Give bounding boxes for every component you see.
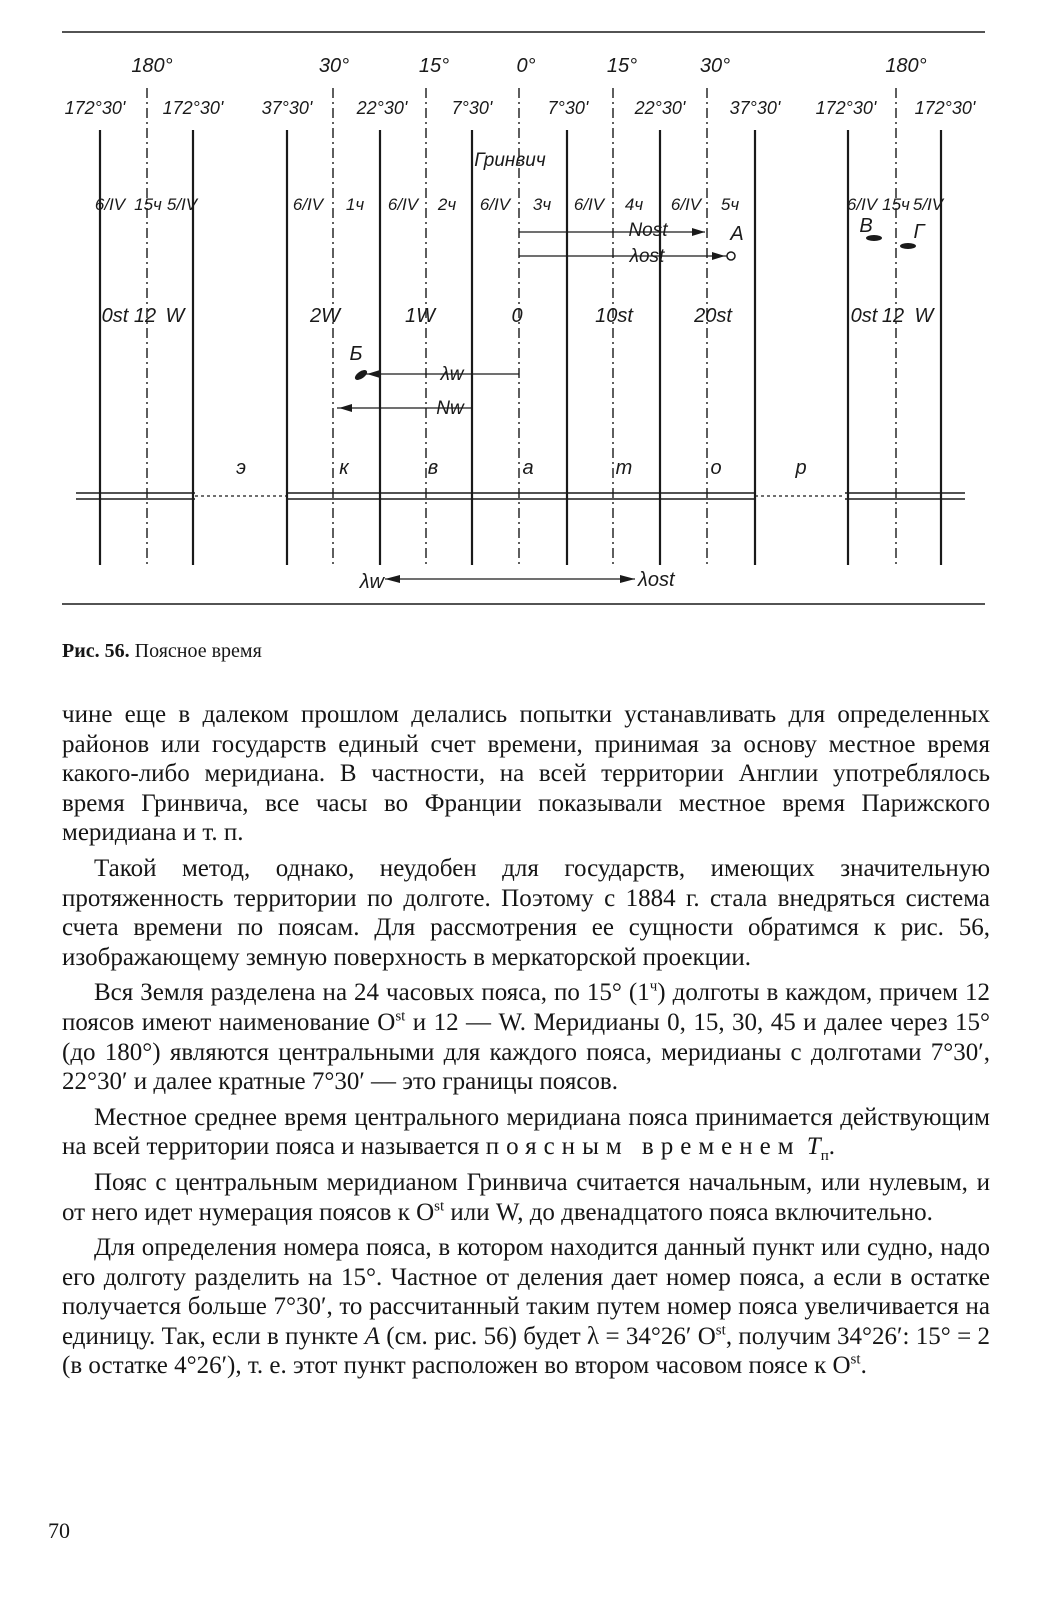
- hour-15: 15ч: [134, 195, 162, 214]
- p4-end: .: [828, 1133, 835, 1161]
- label-nw: Nw: [436, 398, 464, 419]
- zone-0st: 0st: [101, 305, 129, 327]
- bottom-lambda-ost: λost: [638, 569, 675, 591]
- page-number: 70: [48, 1518, 70, 1543]
- country-o: о: [710, 457, 722, 479]
- bound-172-30-e2: 172°30': [914, 98, 976, 118]
- label-nost: Nost: [628, 220, 668, 241]
- hour-1: 1ч: [345, 195, 365, 214]
- p4-part-a: Местное среднее время центрального меридиана пояса принимается действующим на всей территории пояса и называется: [62, 1103, 990, 1161]
- country-v: в: [427, 457, 439, 479]
- p3-st-sup: st: [395, 1008, 406, 1025]
- zone-0st: 0st: [850, 305, 878, 327]
- hour-4: 4ч: [624, 195, 644, 214]
- bound-37-30-w: 37°30': [261, 98, 313, 118]
- greenwich-label: Гринвич: [474, 150, 546, 171]
- paragraph-1: чине еще в далеком прошлом делались попытки устанавливать для определенных районов или государств единый счет времени, принимая за основу местное время какого-либо меридиана. В частности, на всей территории Англии употреблялось время Гринвича, все часы во Франции показывали местное время Парижского меридиана и т. п.: [62, 701, 990, 847]
- point-a-label: А: [730, 223, 744, 245]
- p3-part-a: Вся Земля разделена на 24 часовых пояса, по 15° (1: [94, 979, 650, 1007]
- zone-1w: 1W: [405, 305, 435, 327]
- p6-st-sup-1: st: [715, 1322, 726, 1339]
- deg-15-east: 15°: [606, 55, 638, 77]
- point-g-marker: [900, 243, 916, 249]
- p4-term: поясным временем: [485, 1133, 801, 1161]
- p5-part-a: Пояс с центральным меридианом Гринвича считается начальным, или нулевым, и от него идет нумерация поясов к O: [62, 1168, 990, 1226]
- bound-22-30-w: 22°30': [356, 98, 408, 118]
- date-6iv: 6/IV: [479, 195, 511, 214]
- measure-arrows: [337, 232, 727, 579]
- zone-10st: 10st: [595, 305, 633, 327]
- paragraph-2: Такой метод, однако, неудобен для государств, имеющих значительную протяженность территории по долготе. Поэтому с 1884 г. стала внедряться система счета времени по поясам. Для рассмотрения ее сущности обратимся к рис. 56, изображающему земную поверхность в меркаторской проекции.: [62, 854, 990, 971]
- arrowheads: [339, 228, 725, 583]
- country-t: т: [615, 457, 633, 479]
- bound-22-30-e: 22°30': [634, 98, 686, 118]
- bound-172-30-w: 172°30': [64, 98, 126, 118]
- deg-30-west: 30°: [318, 55, 350, 77]
- zone-20st: 20st: [694, 305, 732, 327]
- p5-part-b: или W, до двенадцатого пояса включительно.: [444, 1198, 933, 1226]
- p6-part-b: (см. рис. 56) будет λ = 34°26′ O: [379, 1322, 716, 1350]
- hour-15: 15ч: [882, 195, 910, 214]
- label-lambda-ost: λost: [629, 246, 665, 267]
- date-5iv: 5/IV: [166, 195, 198, 214]
- zone-2w: 2W: [310, 305, 340, 327]
- hour-5: 5ч: [720, 195, 740, 214]
- zone-0: 0: [511, 305, 523, 327]
- bound-7-30-e: 7°30': [547, 98, 589, 118]
- p4-symbol: T: [806, 1133, 821, 1161]
- figure-caption: [62, 640, 262, 663]
- bound-7-30-w: 7°30': [451, 98, 493, 118]
- p3-part-c: и 12 — W. Меридианы 0, 15, 30, 45 и далее через 15° (до 180°) являются центральными для каждого пояса, меридианы с долготами 7°30′, 22°30′ и далее кратные 7°30′ — это границы поясов.: [62, 1008, 991, 1096]
- p3-part-b: ) долготы в каждом, причем 12 поясов имеют наименование O: [62, 979, 991, 1036]
- deg-180-left: 180°: [131, 55, 173, 77]
- deg-0: 0°: [516, 55, 536, 77]
- zone-w: W: [165, 305, 185, 327]
- deg-15-west: 15°: [418, 55, 450, 77]
- bound-172-30-e: 172°30': [162, 98, 224, 118]
- country-e: э: [236, 457, 246, 479]
- equator-line: [76, 493, 965, 499]
- p6-part-a: Для определения номера пояса, в котором находится данный пункт или судно, надо его долготу разделить на 15°. Частное от деления дает номер пояса, а если в остатке получается больше 7°30′, то рассчитанный таким путем номер пояса увеличивается на единицу. Так, если в пункте: [62, 1234, 990, 1350]
- date-6iv: 6/IV: [846, 195, 878, 214]
- hour-2: 2ч: [437, 195, 457, 214]
- deg-180-right: 180°: [885, 55, 927, 77]
- zone-w: W: [914, 305, 934, 327]
- date-6iv: 6/IV: [292, 195, 324, 214]
- point-b-marker: [353, 368, 368, 382]
- paragraph-5: [62, 1168, 990, 1227]
- date-6iv: 6/IV: [670, 195, 702, 214]
- point-b-label: Б: [349, 343, 363, 365]
- paragraph-6: [62, 1233, 990, 1381]
- paragraph-3: [62, 978, 990, 1096]
- zone-12: 12: [133, 305, 157, 327]
- zone-12: 12: [881, 305, 905, 327]
- country-k: к: [339, 457, 349, 479]
- country-r: р: [795, 457, 807, 479]
- figure-56: [0, 0, 1055, 620]
- paragraph-4: [62, 1103, 990, 1165]
- date-5iv: 5/IV: [912, 195, 944, 214]
- label-lambda-w: λw: [440, 364, 464, 385]
- deg-30-east: 30°: [699, 55, 731, 77]
- p4-sub: п: [820, 1148, 829, 1165]
- point-v-label: В: [859, 215, 873, 237]
- bound-37-30-e: 37°30': [729, 98, 781, 118]
- date-6iv: 6/IV: [387, 195, 419, 214]
- bound-172-30-w2: 172°30': [815, 98, 877, 118]
- p6-part-c: , получим 34°26′: 15° = 2 (в остатке 4°26′), т. е. этот пункт расположен во втором часовом поясе к O: [62, 1322, 991, 1380]
- p6-end: .: [860, 1352, 867, 1380]
- p3-hour-sup: ч: [649, 979, 658, 996]
- caption-label: Рис. 56.: [62, 640, 130, 662]
- country-a: а: [522, 457, 534, 479]
- caption-text: Поясное время: [134, 640, 262, 662]
- p5-st-sup: st: [434, 1198, 445, 1215]
- p6-st-sup-2: st: [850, 1352, 861, 1369]
- hour-3: 3ч: [532, 195, 552, 214]
- point-g-label: Г: [913, 221, 925, 243]
- date-6iv: 6/IV: [573, 195, 605, 214]
- date-6iv: 6/IV: [94, 195, 126, 214]
- bottom-lambda-w: λw: [359, 571, 384, 593]
- point-a-marker: [727, 252, 735, 260]
- p6-point-a: А: [364, 1322, 380, 1350]
- body-text: [62, 700, 990, 1381]
